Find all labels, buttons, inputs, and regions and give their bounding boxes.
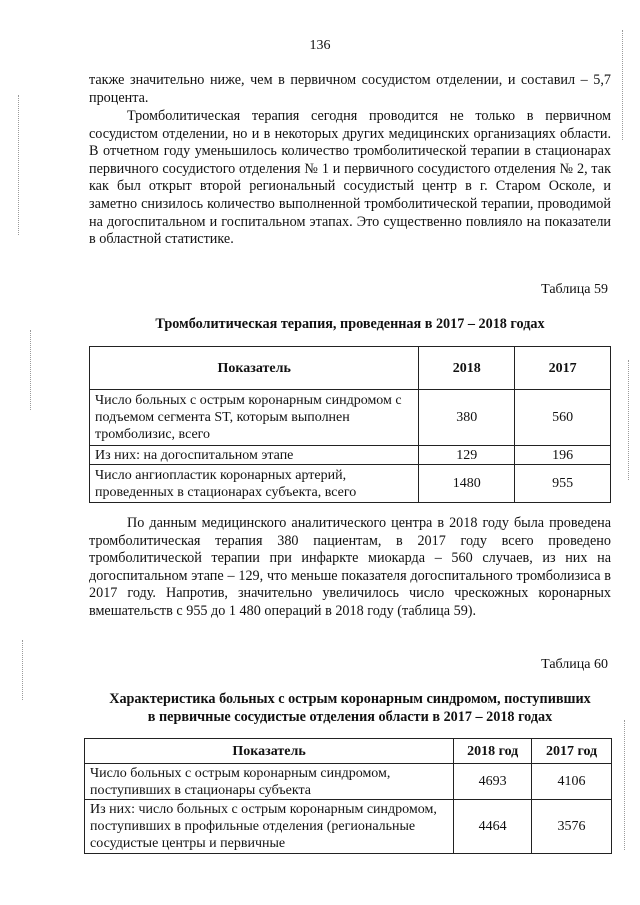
table-cell-value: 380 [419,390,515,446]
table-cell-value: 4693 [454,764,532,800]
table-cell-indicator: Число больных с острым коронарным синдромом, поступивших в стационары субъекта [85,764,454,800]
page-bottom-cutoff [0,880,640,905]
table-row [85,800,612,854]
table-header-row [85,739,612,764]
table-row [90,390,611,446]
page-number: 136 [309,38,331,53]
paragraph-continuation: также значительно ниже, чем в первичном сосудистом отделении, и составил – 5,7 процента. [89,72,611,106]
table-header-row [90,347,611,390]
table-60-title-line-1: Характеристика больных с острым коронарным синдромом, поступивших [109,691,591,707]
table-60 [84,738,612,854]
table-cell-value: 4464 [454,800,532,854]
table-cell-value: 560 [515,390,611,446]
table-cell-indicator: Число ангиопластик коронарных артерий, проведенных в стационарах субъекта, всего [90,465,419,503]
table-cell-value: 955 [515,465,611,503]
table-row [90,446,611,465]
column-header: 2017 год [532,739,612,764]
table-60-label: Таблица 60 [541,657,608,672]
column-header: Показатель [90,347,419,390]
table-cell-indicator: Из них: на догоспитальном этапе [90,446,419,465]
scan-artifact [628,360,629,480]
scan-artifact [624,720,625,850]
scan-artifact [30,330,31,410]
column-header: 2018 год [454,739,532,764]
column-header: 2017 [515,347,611,390]
paragraph-thrombolytic-therapy: Тромболитическая терапия сегодня проводится не только в первичном сосудистом отделении, но и в некоторых других медицинских организациях области. В отчетном году уменьшилось количество тромболитической терапии в стационарах первичного сосудистого отделения № 1 и первичного сосудистого отделения № 2, так как был открыт второй региональный сосудистый центр в г. Старом Осколе, и заметно снизилось количество выполненной тромболитической терапии, проводимой на догоспитальном и госпитальном этапах. Это существенно повлияло на показатели в областной статистике. [89,108,611,248]
table-cell-indicator: Число больных с острым коронарным синдромом с подъемом сегмента ST, которым выполнен тромболизис, всего [90,390,419,446]
table-cell-indicator: Из них: число больных с острым коронарным синдромом, поступивших в профильные отделения (региональные сосудистые центры и первичные [85,800,454,854]
table-cell-value: 3576 [532,800,612,854]
table-60-title [89,690,611,726]
table-cell-value: 129 [419,446,515,465]
table-59-title: Тромболитическая терапия, проведенная в 2017 – 2018 годах [155,316,545,332]
column-header: Показатель [85,739,454,764]
table-59-label: Таблица 59 [541,282,608,297]
table-row [90,465,611,503]
paragraph-analytics-center: По данным медицинского аналитического центра в 2018 году была проведена тромболитическая терапия 380 пациентам, в 2017 году всего проведено тромболитической терапии при инфаркте миокарда – 560 случаев, из них на догоспитальном этапе – 129, что меньше показателя догоспитального тромболизиса в 2017 году. Напротив, значительно увеличилось число чрескожных коронарных вмешательств с 955 до 1 480 операций в 2018 году (таблица 59). [89,515,611,619]
table-cell-value: 4106 [532,764,612,800]
column-header: 2018 [419,347,515,390]
scan-artifact [22,640,23,700]
scan-artifact [622,30,623,140]
table-60-title-line-2: в первичные сосудистые отделения области в 2017 – 2018 годах [147,709,553,725]
table-row [85,764,612,800]
table-cell-value: 1480 [419,465,515,503]
table-59 [89,346,611,503]
table-cell-value: 196 [515,446,611,465]
scan-artifact [18,95,19,235]
